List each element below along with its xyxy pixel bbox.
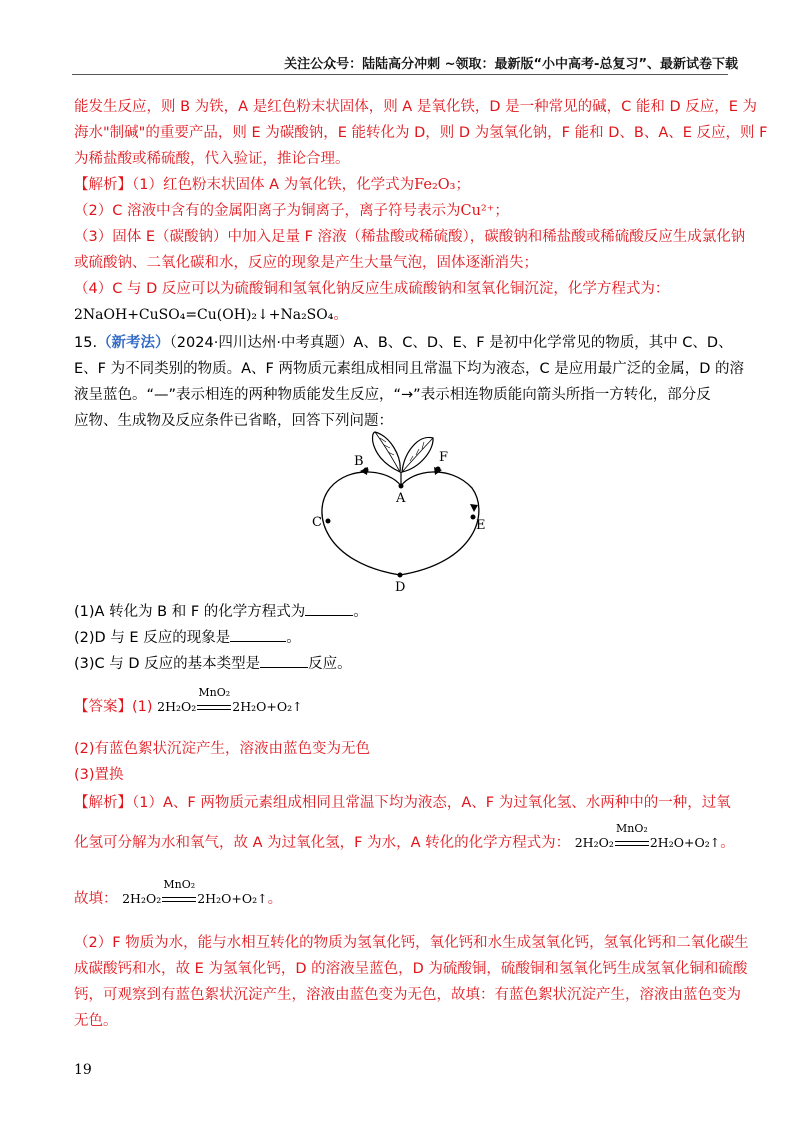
analysis-tag: 【解析】 <box>74 177 132 193</box>
catalyst-label-2: MnO₂ <box>615 822 648 835</box>
analysis-1-text-2: 化氢可分解为水和氧气，故 A 为过氧化氢，F 为水，A 转化的化学方程式为： <box>74 835 571 851</box>
label-a: A <box>396 491 406 506</box>
eq-left-3: 2H₂O₂ <box>122 891 162 906</box>
point-d <box>398 573 403 578</box>
prev-a2-text: （2）C 溶液中含有的金属阳离子为铜离子，离子符号表示为 <box>74 203 461 219</box>
sub-question-3 <box>74 651 734 677</box>
eq-left: 2H₂O₂ <box>157 699 197 714</box>
prev-analysis-part-2 <box>74 198 734 224</box>
prev-a4-end: 。 <box>333 307 348 323</box>
point-b <box>364 468 369 473</box>
analysis-2-line-3: 钙，可观察到有蓝色絮状沉淀产生，溶液由蓝色变为无色，故填：有蓝色絮状沉淀产生，溶液由蓝色变为 <box>74 987 741 1003</box>
prev-analysis-part-4: （4）C 与 D 反应可以为硫酸铜和氢氧化钠反应生成硫酸钠和氢氧化铜沉淀，化学方程式为： <box>74 281 670 297</box>
fill-end: 。 <box>267 891 283 907</box>
catalyst-label: MnO₂ <box>198 686 231 699</box>
sub-question-3-end: 反应。 <box>308 656 352 672</box>
question-15-line-1 <box>74 330 734 356</box>
eq-right-2: 2H₂O+O₂↑ <box>649 835 721 850</box>
catalyst-label-3: MnO₂ <box>163 878 196 891</box>
prev-a1-text: （1）红色粉末状固体 A 为氧化铁，化学式为 <box>132 177 415 193</box>
page-number: 19 <box>74 1062 92 1078</box>
label-e: E <box>476 518 486 533</box>
page-header: 关注公众号：陆陆高分冲刺 ~领取：最新版“小中高考-总复习”、最新试卷下载 <box>284 57 738 72</box>
analysis-2-line-2: 成碳酸钙和水，故 E 为氢氧化钙，D 的溶液呈蓝色，D 为硫酸铜，硫酸铜和氢氧化钙生成氢氧化铜和硫酸 <box>74 961 748 977</box>
eq-right-3: 2H₂O+O₂↑ <box>197 891 268 906</box>
answer-equation <box>157 686 303 714</box>
question-number: 15. <box>74 335 98 351</box>
analysis-2-line-4: 无色。 <box>74 1013 118 1029</box>
analysis-equation-1 <box>574 822 721 850</box>
prev-equation-line <box>74 302 734 328</box>
prev-a1-end: ； <box>455 177 470 193</box>
fe2o3-formula: Fe₂O₃ <box>414 177 456 193</box>
label-d: D <box>395 580 406 595</box>
eq-left-2: 2H₂O₂ <box>574 835 614 850</box>
label-c: C <box>312 515 322 530</box>
answer-line-3: (3)置换 <box>74 767 124 783</box>
catalyst-arrow-2 <box>615 822 649 856</box>
sub-question-2 <box>74 625 734 651</box>
question-15-line-4: 应物、生成物及反应条件已省略，回答下列问题： <box>74 413 393 429</box>
point-c <box>326 519 331 524</box>
answer-1-number: (1) <box>132 699 153 715</box>
label-b: B <box>354 454 364 469</box>
question-15-line-2: E、F 为不同类别的物质。A、F 两物质元素组成相同且常温下均为液态，C 是应用最广泛的金属，D 的溶 <box>74 361 744 377</box>
label-f: F <box>439 450 449 465</box>
left-leaf <box>373 432 401 472</box>
sub-question-1 <box>74 599 734 625</box>
answer-tag: 【答案】 <box>74 699 132 715</box>
answer-line-2: (2)有蓝色絮状沉淀产生，溶液由蓝色变为无色 <box>74 741 371 757</box>
prev-analysis-line-2: 海水"制碱"的重要产品，则 E 为碳酸钠，E 能转化为 D，则 D 为氢氧化钠，F 能和 D、B、A、E 反应，则 F <box>74 125 768 141</box>
prev-a2-end: ； <box>494 203 509 219</box>
analysis-line-2 <box>74 822 735 856</box>
point-a <box>399 484 404 489</box>
sub-question-1-end: 。 <box>353 604 368 620</box>
reaction-diagram <box>300 428 500 598</box>
analysis-tag-2: 【解析】 <box>74 795 132 811</box>
arrow-to-e <box>470 504 478 512</box>
header-divider <box>72 74 728 75</box>
question-15-line-3: 液呈蓝色。“—”表示相连的两种物质能发生反应，“→”表示相连物质能向箭头所指一方转化，部分反 <box>74 387 711 403</box>
answer-line-1 <box>74 686 734 720</box>
answer-blank-2[interactable] <box>230 627 286 642</box>
fill-label: 故填： <box>74 891 118 907</box>
analysis-fill-line <box>74 878 734 912</box>
sub-question-2-end: 。 <box>286 630 301 646</box>
catalyst-arrow <box>197 686 231 720</box>
prev-analysis-part-1 <box>74 172 734 198</box>
sub-question-3-text: (3)C 与 D 反应的基本类型是 <box>74 656 261 672</box>
analysis-line-1 <box>74 790 734 816</box>
point-e <box>471 515 476 520</box>
new-method-tag: （新考法） <box>97 335 170 351</box>
analysis-1-end: 。 <box>720 835 735 851</box>
naoh-cuso4-equation: 2NaOH+CuSO₄=Cu(OH)₂↓+Na₂SO₄ <box>74 307 334 323</box>
sub-question-1-text: (1)A 转化为 B 和 F 的化学方程式为 <box>74 604 306 620</box>
prev-analysis-part-3a: （3）固体 E（碳酸钠）中加入足量 F 溶液（稀盐酸或稀硫酸），碳酸钠和稀盐酸或稀硫酸反应生成氯化钠 <box>74 229 746 245</box>
point-f <box>436 467 441 472</box>
analysis-2-line-1: （2）F 物质为水，能与水相互转化的物质为氢氧化钙，氧化钙和水生成氢氧化钙，氢氧化钙和二氧化碳生 <box>74 935 749 951</box>
cu-ion-symbol: Cu²⁺ <box>460 203 495 219</box>
sub-question-2-text: (2)D 与 E 反应的现象是 <box>74 630 231 646</box>
prev-analysis-line-1: 能发生反应，则 B 为铁，A 是红色粉末状固体，则 A 是氧化铁，D 是一种常见的碱，C 能和 D 反应，E 为 <box>74 99 757 115</box>
analysis-1-text: （1）A、F 两物质元素组成相同且常温下均为液态，A、F 为过氧化氢、水两种中的一种，过氧 <box>132 795 731 811</box>
eq-right: 2H₂O+O₂↑ <box>232 699 303 714</box>
catalyst-arrow-3 <box>162 878 196 912</box>
analysis-equation-2 <box>122 878 268 906</box>
answer-blank-3[interactable] <box>260 653 308 668</box>
prev-analysis-line-3: 为稀盐酸或稀硫酸，代入验证，推论合理。 <box>74 151 350 167</box>
prev-analysis-part-3b: 或硫酸钠、二氧化碳和水，反应的现象是产生大量气泡，固体逐渐消失； <box>74 255 538 271</box>
question-source: （2024·四川达州·中考真题）A、B、C、D、E、F 是初中化学常见的物质，其中 C、D、 <box>169 335 733 351</box>
answer-blank-1[interactable] <box>305 601 353 616</box>
